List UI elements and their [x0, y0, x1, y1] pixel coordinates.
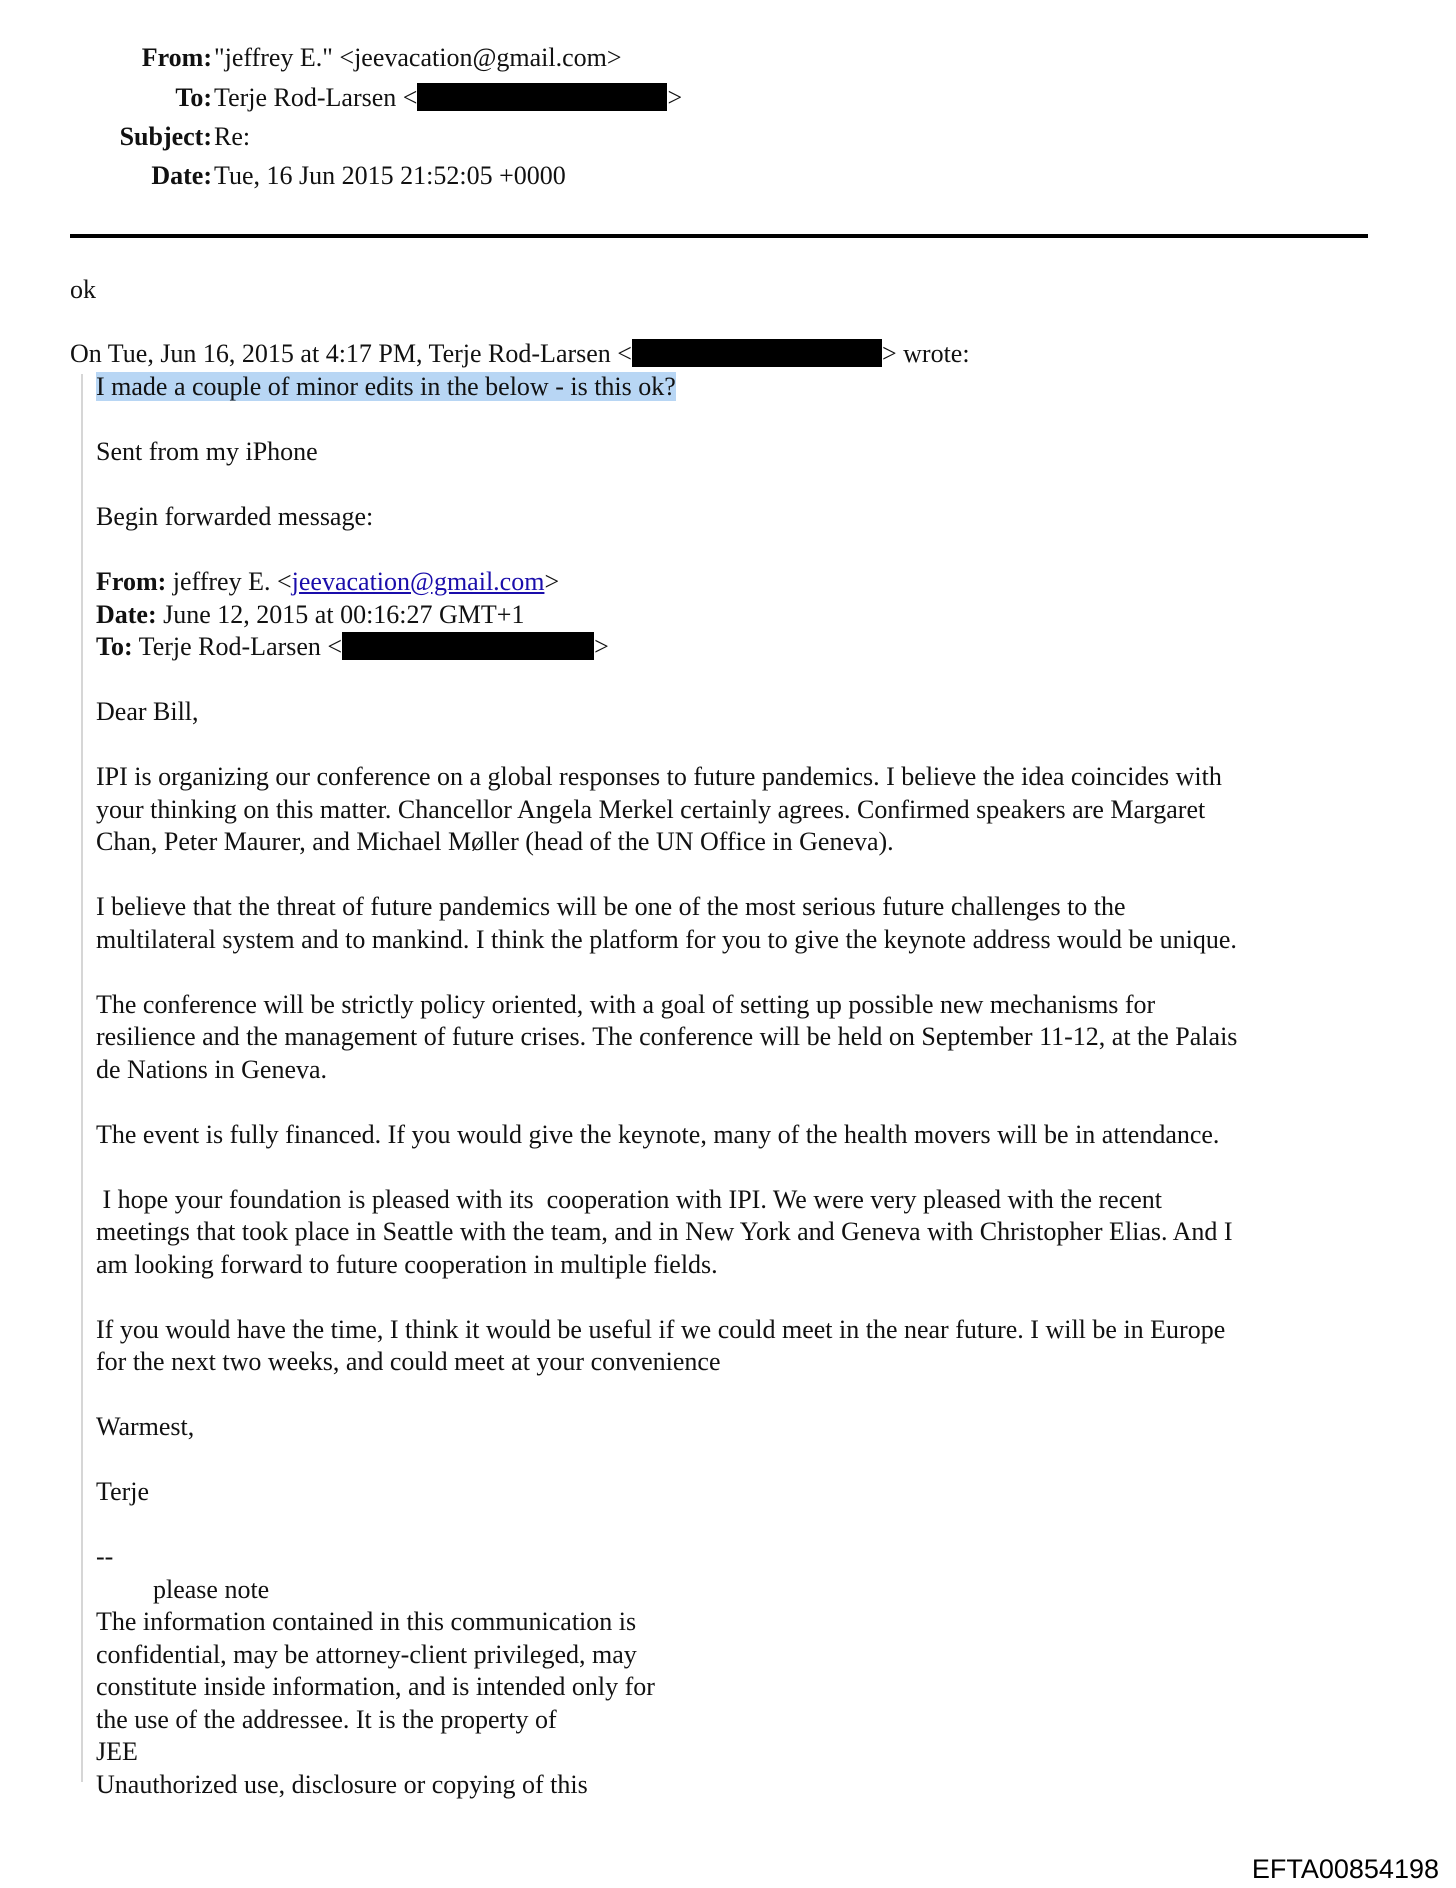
letter-line: de Nations in Geneva.: [96, 1054, 328, 1084]
header-date-value: Tue, 16 Jun 2015 21:52:05 +0000: [214, 161, 566, 190]
quoted-message: [96, 371, 1396, 1801]
disclaimer-line: JEE: [96, 1737, 138, 1766]
disclaimer-line: constitute inside information, and is intended only for: [96, 1672, 655, 1701]
disclaimer-line: Unauthorized use, disclosure or copying of this: [96, 1769, 588, 1799]
highlighted-text: I made a couple of minor edits in the below - is this ok?: [96, 372, 676, 401]
forwarded-date-line: Date: June 12, 2015 at 00:16:27 GMT+1: [96, 599, 525, 629]
header-to-label: To:: [175, 83, 212, 112]
letter-line: IPI is organizing our conference on a global responses to future pandemics. I believe the idea coincides with: [96, 762, 1222, 791]
forwarded-from-label: From:: [96, 567, 167, 596]
header-subject-row: [0, 119, 1456, 155]
header-to-value: [214, 80, 682, 116]
letter-line: The event is fully financed. If you would give the keynote, many of the health movers will be in attendance.: [96, 1119, 1220, 1149]
forwarded-date-label: Date:: [96, 599, 157, 629]
redaction-block: [342, 632, 594, 660]
header-to-close: >: [667, 83, 683, 112]
header-date-label: Date:: [151, 161, 212, 190]
letter-line: Chan, Peter Maurer, and Michael Møller (head of the UN Office in Geneva).: [96, 827, 894, 856]
letter-line: If you would have the time, I think it would be useful if we could meet in the near future. I will be in Europe: [96, 1314, 1226, 1344]
disclaimer-line: the use of the addressee. It is the property of: [96, 1704, 557, 1734]
letter-line: am looking forward to future cooperation in multiple fields.: [96, 1249, 718, 1279]
forwarded-to-line: To: Terje Rod-Larsen < >: [96, 632, 609, 661]
header-subject-label: Subject:: [119, 122, 212, 151]
header-to-row: [0, 80, 1456, 116]
header-subject-value: Re:: [214, 122, 251, 151]
quote-intro-before: On Tue, Jun 16, 2015 at 4:17 PM, Terje Rod-Larsen <: [70, 339, 632, 368]
quote-intro-after: > wrote:: [881, 339, 970, 368]
disclaimer-line: confidential, may be attorney-client privileged, may: [96, 1639, 637, 1669]
header-from-value: "jeffrey E." <jeevacation@gmail.com>: [214, 43, 622, 72]
redaction-block: [632, 339, 882, 367]
letter-line: resilience and the management of future crises. The conference will be held on September 11-12, at the Palais: [96, 1022, 1238, 1051]
letter-line: for the next two weeks, and could meet at your convenience: [96, 1347, 721, 1376]
letter-closing: Warmest,: [96, 1412, 195, 1441]
quote-bar: [81, 374, 83, 1782]
disclaimer-note: please note: [153, 1574, 270, 1604]
redaction-block: [417, 83, 667, 111]
email-link[interactable]: jeevacation@gmail.com: [291, 567, 545, 596]
letter-line: your thinking on this matter. Chancellor Angela Merkel certainly agrees. Confirmed speakers are Margaret: [96, 794, 1206, 824]
document-id: EFTA00854198: [1251, 1854, 1439, 1884]
letter-signature: Terje: [96, 1477, 150, 1506]
sent-from-line: Sent from my iPhone: [96, 437, 318, 466]
letter-line: The conference will be strictly policy oriented, with a goal of setting up possible new mechanisms for: [96, 989, 1156, 1019]
reply-body: ok: [70, 275, 96, 304]
header-from-row: [0, 40, 1456, 76]
header-date-row: [0, 158, 1456, 194]
header-divider: [70, 234, 1368, 238]
letter-line: multilateral system and to mankind. I think the platform for you to give the keynote address would be unique.: [96, 924, 1237, 954]
disclaimer-line: The information contained in this communication is: [96, 1607, 637, 1636]
letter-line: I hope your foundation is pleased with its cooperation with IPI. We were very pleased with the recent: [96, 1184, 1163, 1214]
letter-line: I believe that the threat of future pandemics will be one of the most serious future challenges to the: [96, 892, 1126, 921]
quote-intro: [70, 338, 970, 370]
disclaimer-dashes: --: [96, 1542, 114, 1571]
forwarded-to-label: To:: [96, 632, 133, 661]
letter-salutation: Dear Bill,: [96, 697, 199, 726]
header-from-label: From:: [141, 43, 212, 72]
header-to-name: Terje Rod-Larsen <: [214, 83, 418, 112]
letter-line: meetings that took place in Seattle with the team, and in New York and Geneva with Christopher Elias. And I: [96, 1217, 1233, 1246]
forward-label: Begin forwarded message:: [96, 502, 374, 531]
forwarded-from-line: From: jeffrey E. <jeevacation@gmail.com>: [96, 567, 560, 596]
